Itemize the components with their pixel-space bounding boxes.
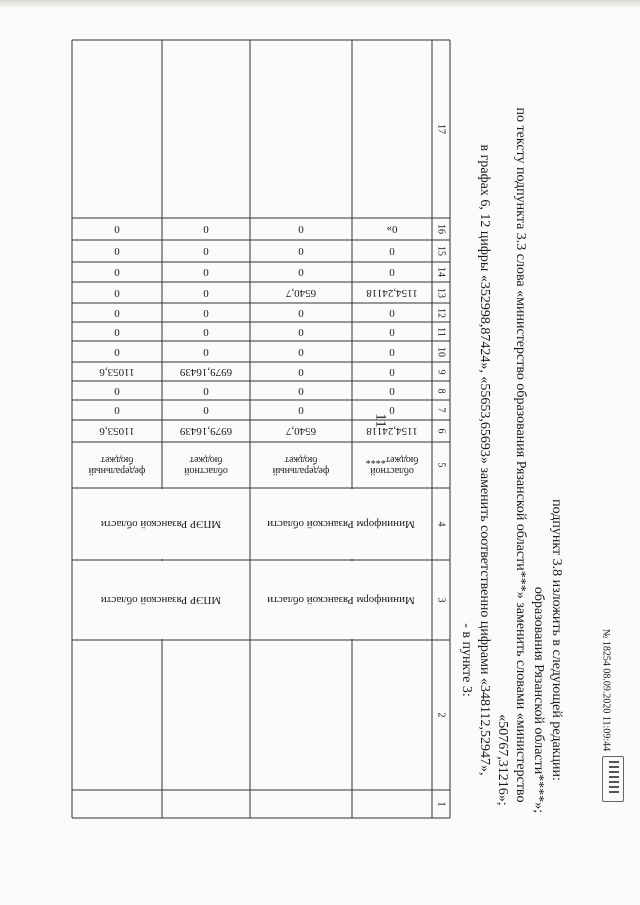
table-cell: 0	[389, 345, 395, 358]
text-line: образования Рязанской области****»;	[531, 586, 546, 814]
document-number: № 18254 08.09.2020 11:09:44	[600, 628, 612, 752]
budget-type: областной бюджет	[184, 454, 228, 476]
table-cell: 6979,16439	[179, 365, 233, 378]
table-cell: 0	[203, 223, 209, 235]
table-cell: 0	[298, 223, 304, 235]
col-number: 2	[435, 712, 447, 718]
text-line: - в пункте 3:	[459, 623, 474, 697]
budget-type: федеральный бюджет	[88, 454, 146, 476]
col-number: 17	[435, 124, 447, 134]
responsible-label: Mининформ Рязанской области	[267, 594, 415, 606]
table-cell: 0	[114, 384, 120, 397]
text-line: по тексту подпункта 3.3 слова «министерство образования Рязанской области***» заменить словами «министерство	[513, 107, 528, 803]
table-cell: 0	[389, 306, 395, 319]
table-cell: 0	[203, 306, 209, 319]
col-number: 1	[435, 801, 447, 807]
col-number: 6	[435, 428, 447, 434]
table-cell: 0	[298, 306, 304, 319]
table-cell: 0	[203, 245, 209, 257]
col-number: 15	[435, 246, 447, 256]
table-cell: 0	[114, 245, 120, 257]
col-number: 10	[435, 346, 447, 357]
table-cell: 1154,24118	[366, 286, 418, 299]
table-cell: 1154,24118	[366, 425, 418, 437]
col-number: 7	[435, 407, 447, 413]
col-number: 13	[435, 287, 447, 298]
col-number: 16	[435, 224, 447, 234]
table-cell: 0	[114, 223, 120, 235]
col-number: 3	[435, 597, 447, 603]
responsible-label: МПЭР Рязанской области	[100, 594, 222, 606]
col-number: 14	[435, 267, 447, 277]
table-cell: 0	[203, 286, 209, 299]
table-cell: 11053,6	[99, 365, 135, 378]
table-cell: 6540,7	[285, 286, 317, 299]
table-cell: 0	[389, 404, 395, 416]
table-cell: 0	[298, 384, 304, 397]
col-number: 4	[435, 521, 447, 527]
table-cell: 0	[203, 325, 209, 338]
table-cell: 0	[298, 404, 304, 416]
col-number: 12	[435, 307, 447, 318]
table-cell: 0	[114, 325, 120, 338]
executor-label: Мининформ Рязанской области	[267, 518, 415, 530]
table-cell: 0»	[386, 223, 398, 235]
page-number: 11	[372, 413, 389, 428]
table-cell: 6540,7	[285, 425, 317, 437]
table-cell: 11053,6	[99, 425, 135, 437]
table-cell: 0	[114, 266, 120, 278]
table-cell: 0	[298, 325, 304, 338]
table-cell: 0	[389, 325, 395, 338]
table-cell: 0	[298, 365, 304, 378]
table-cell: 0	[298, 245, 304, 257]
col-number: 9	[435, 369, 447, 374]
table-cell: 0	[389, 245, 395, 257]
table-cell: 0	[114, 306, 120, 319]
table-cell: 0	[114, 345, 120, 358]
col-number: 8	[435, 388, 447, 393]
budget-type: областной бюджет****	[365, 454, 419, 476]
table-cell: 0	[203, 345, 209, 358]
table-cell: 6979,16439	[179, 425, 233, 437]
table-cell: 0	[389, 384, 395, 397]
budget-type: федеральный бюджет	[272, 454, 330, 476]
table-cell: 0	[114, 404, 120, 416]
text-line: «50767,31216»;	[495, 714, 510, 806]
text-line: в графах 6, 12 цифры «352998,87424», «55653,65693» заменить соответственно цифрами «348112,52947»,	[477, 144, 492, 776]
stamp-mark	[602, 756, 624, 802]
col-number: 5	[435, 462, 447, 468]
table-cell: 0	[298, 345, 304, 358]
table-cell: 0	[203, 404, 209, 416]
executor-label: МПЭР Рязанской области	[100, 518, 222, 530]
table-cell: 0	[203, 384, 209, 397]
col-number: 11	[435, 326, 447, 337]
table-cell: 0	[203, 266, 209, 278]
table-cell: 0	[389, 266, 395, 278]
table-cell: 0	[298, 266, 304, 278]
text-line: подпункт 3.8 изложить в следующей редакции:	[549, 499, 564, 781]
table-cell: 0	[114, 286, 120, 299]
table-cell: 0	[389, 365, 395, 378]
